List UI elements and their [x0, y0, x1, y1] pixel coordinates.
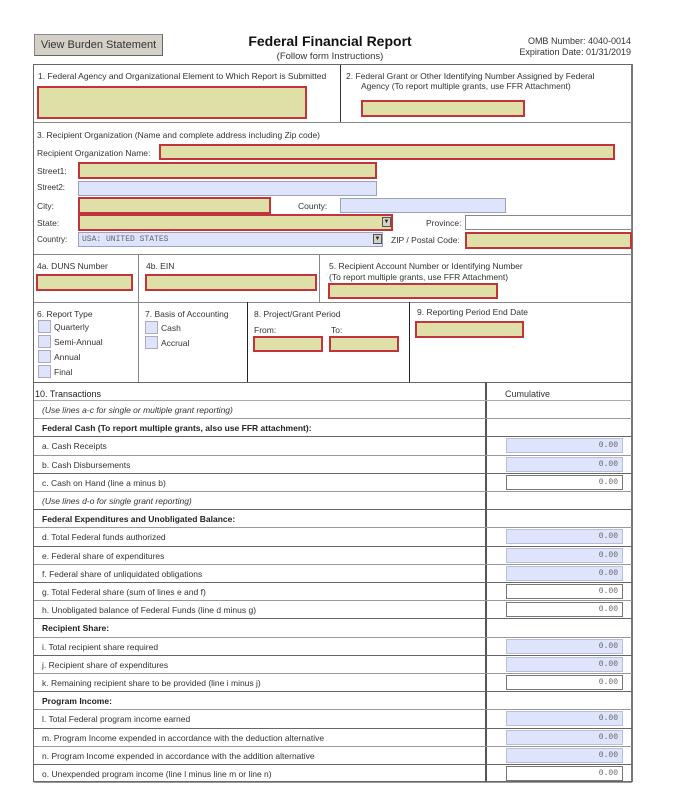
divider [409, 302, 410, 382]
row-label: Recipient Share: [42, 623, 110, 634]
table-row [34, 528, 632, 546]
table-row [34, 474, 632, 492]
province-input[interactable] [465, 215, 632, 230]
province-label: Province: [426, 218, 462, 228]
table-row [34, 710, 632, 728]
row-label: d. Total Federal funds authorized [42, 532, 166, 543]
table-row [34, 437, 632, 455]
org-name-label: Recipient Organization Name: [37, 148, 151, 158]
from-label: From: [254, 325, 277, 335]
to-label: To: [331, 325, 343, 335]
section5-label-line2: (To report multiple grants, use FFR Attachment) [329, 272, 509, 282]
page-subtitle: (Follow form Instructions) [276, 51, 384, 62]
row-label: Federal Expenditures and Unobligated Balance: [42, 514, 236, 525]
report-type-label: 6. Report Type [37, 309, 93, 319]
divider [34, 254, 632, 255]
org-name-input[interactable] [159, 144, 615, 160]
row-label: a. Cash Receipts [42, 441, 107, 452]
table-row [34, 565, 632, 583]
cumulative-amount-input[interactable]: 0.00 [506, 675, 623, 690]
federal-agency-input[interactable] [37, 86, 307, 119]
cumulative-amount-input[interactable]: 0.00 [506, 602, 623, 617]
divider [138, 254, 139, 382]
row-label: e. Federal share of expenditures [42, 550, 165, 561]
duns-input[interactable] [36, 274, 133, 291]
omb-info [519, 36, 631, 58]
street2-input[interactable] [78, 181, 377, 196]
cumulative-amount-input[interactable]: 0.00 [506, 639, 623, 654]
street2-label: Street2: [37, 183, 66, 192]
country-dropdown-arrow-icon[interactable]: ▼ [374, 236, 381, 242]
table-row [34, 601, 632, 619]
cumulative-amount-input[interactable]: 0.00 [506, 438, 623, 453]
period-from-input[interactable] [253, 336, 323, 352]
row-label: (Use lines d-o for single grant reporting) [42, 496, 192, 506]
section2-label-line1: 2. Federal Grant or Other Identifying Number Assigned by Federal [346, 71, 595, 81]
cumulative-amount-input[interactable]: 0.00 [506, 475, 623, 490]
divider [319, 254, 320, 302]
semi-annual-label: Semi-Annual [54, 337, 103, 347]
row-label: g. Total Federal share (sum of lines e and f) [42, 587, 206, 597]
county-label: County: [298, 201, 328, 211]
divider [34, 122, 632, 123]
final-label: Final [54, 367, 73, 377]
section3-label: 3. Recipient Organization (Name and complete address including Zip code) [37, 130, 321, 140]
table-row [34, 547, 632, 565]
cumulative-amount-input[interactable]: 0.00 [506, 584, 623, 599]
row-label: k. Remaining recipient share to be provided (line i minus j) [42, 678, 261, 688]
quarterly-checkbox[interactable] [38, 320, 51, 333]
recipient-account-input[interactable] [328, 283, 498, 299]
row-label: h. Unobligated balance of Federal Funds (line d minus g) [42, 605, 257, 616]
row-label: m. Program Income expended in accordance with the deduction alternative [42, 732, 325, 743]
divider [34, 302, 632, 303]
zip-label: ZIP / Postal Code: [391, 235, 460, 245]
table-row [34, 656, 632, 674]
ein-label: 4b. EIN [146, 261, 175, 271]
section1-label: 1. Federal Agency and Organizational Element to Which Report is Submitted [38, 71, 327, 81]
county-input[interactable] [340, 198, 506, 213]
street1-input[interactable] [78, 162, 377, 179]
cash-checkbox[interactable] [145, 321, 158, 334]
row-label: j. Recipient share of expenditures [42, 659, 169, 670]
cumulative-amount-input[interactable]: 0.00 [506, 766, 623, 781]
quarterly-label: Quarterly [54, 322, 89, 332]
row-label: n. Program Income expended in accordance with the addition alternative [42, 750, 315, 761]
divider [340, 65, 341, 122]
divider [34, 382, 632, 383]
state-dropdown-arrow-icon[interactable]: ▼ [383, 219, 390, 225]
cumulative-amount-input[interactable]: 0.00 [506, 529, 623, 544]
city-input[interactable] [78, 197, 271, 214]
divider [247, 302, 248, 382]
country-value: USA: UNITED STATES [82, 235, 169, 244]
table-row [34, 729, 632, 747]
cumulative-header: Cumulative [505, 389, 551, 399]
row-label: c. Cash on Hand (line a minus b) [42, 477, 166, 488]
table-row [34, 401, 632, 419]
row-label: i. Total recipient share required [42, 641, 159, 652]
table-row [34, 765, 632, 783]
city-label: City: [37, 201, 54, 211]
divider [34, 782, 632, 783]
omb-number: OMB Number: 4040-0014 [527, 36, 631, 46]
semi-annual-checkbox[interactable] [38, 335, 51, 348]
expiration-date: Expiration Date: 01/31/2019 [519, 47, 631, 57]
row-label: f. Federal share of unliquidated obligations [42, 568, 203, 579]
row-label: Federal Cash (To report multiple grants, also use FFR attachment): [42, 423, 312, 434]
period-to-input[interactable] [329, 336, 399, 352]
row-label: l. Total Federal program income earned [42, 714, 191, 725]
state-select[interactable] [78, 214, 393, 231]
table-row [34, 456, 632, 474]
cumulative-amount-input[interactable]: 0.00 [506, 548, 623, 563]
reporting-period-end-label: 9. Reporting Period End Date [417, 307, 529, 317]
view-burden-statement-button[interactable]: View Burden Statement [34, 34, 163, 56]
cumulative-amount-input[interactable]: 0.00 [506, 657, 623, 672]
table-row [34, 510, 632, 528]
cumulative-amount-input[interactable]: 0.00 [506, 730, 623, 745]
cumulative-amount-input[interactable]: 0.00 [506, 457, 623, 472]
project-period-label: 8. Project/Grant Period [254, 309, 341, 319]
reporting-period-end-input[interactable] [415, 321, 524, 338]
row-label: Program Income: [42, 696, 112, 707]
row-label: o. Unexpended program income (line l minus line m or line n) [42, 769, 272, 779]
annual-checkbox[interactable] [38, 350, 51, 363]
table-row [34, 747, 632, 765]
table-row [34, 692, 632, 710]
cumulative-amount-input[interactable]: 0.00 [506, 711, 623, 726]
accrual-checkbox[interactable] [145, 336, 158, 349]
table-row [34, 674, 632, 692]
cumulative-amount-input[interactable]: 0.00 [506, 566, 623, 581]
table-row [34, 583, 632, 601]
section2-label-line2: Agency (To report multiple grants, use FFR Attachment) [361, 81, 571, 91]
page-title: Federal Financial Report [248, 33, 412, 49]
accrual-label: Accrual [161, 338, 190, 348]
row-label: b. Cash Disbursements [42, 459, 131, 470]
section5-label-line1: 5. Recipient Account Number or Identifying Number [329, 261, 523, 271]
table-row [34, 492, 632, 510]
cash-label: Cash [161, 323, 181, 333]
annual-label: Annual [54, 352, 81, 362]
duns-label: 4a. DUNS Number [37, 261, 108, 271]
ein-input[interactable] [145, 274, 317, 291]
row-label: (Use lines a-c for single or multiple grant reporting) [42, 405, 233, 415]
zip-input[interactable] [465, 232, 632, 249]
table-row [34, 419, 632, 437]
table-row [34, 619, 632, 637]
cumulative-amount-input[interactable]: 0.00 [506, 748, 623, 763]
basis-accounting-label: 7. Basis of Accounting [145, 309, 229, 319]
table-row [34, 638, 632, 656]
transactions-title: 10. Transactions [35, 389, 102, 399]
country-label: Country: [37, 235, 68, 244]
state-label: State: [37, 218, 60, 228]
street1-label: Street1: [37, 166, 67, 176]
federal-grant-number-input[interactable] [361, 100, 525, 117]
final-checkbox[interactable] [38, 365, 51, 378]
